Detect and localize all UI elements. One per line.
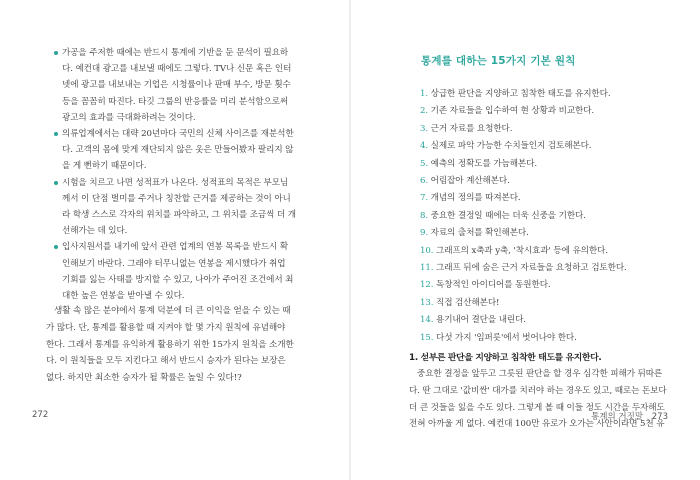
principle-item: [420, 103, 670, 120]
principle-text: 다섯 가지 '임퍼릇'에서 벗어나야 한다.: [436, 332, 577, 343]
principle-text: 자료의 출처를 확인해본다.: [430, 228, 529, 239]
left-body-paragraph: 생활 속 많은 분야에서 통계 덕분에 더 큰 이익을 얻을 수 있는 때가 많다. 단, 통계를 활용할 때 지켜야 할 몇 가지 원칙에 유념해야 한다. 그래서 통계를 유익하게 활용하기 위한 15가지 원칙을 소개한다. 이 원칙들을 모두 지킨다고 해서 반드시 승자가 된다는 보장은 없다. 하지만 최소한 승자가 될 확률은 높일 수 있다!?: [46, 306, 294, 384]
principle-item: [420, 173, 670, 190]
principle-item: [420, 190, 670, 207]
bullet-item: [46, 175, 296, 240]
principle-text: 실제로 파악 가능한 수치들인지 검토해본다.: [430, 141, 592, 152]
left-page-bullets: [46, 45, 296, 304]
subsection-heading: 1. 섣부른 판단을 지양하고 침착한 태도를 유지한다.: [409, 353, 602, 363]
principle-text: 어림잡아 계산해본다.: [430, 176, 510, 187]
bullet-dot-icon: [54, 245, 58, 249]
bullet-text: 의류업계에서는 대략 20년마다 국민의 신체 사이즈를 재분석한다. 고객의 몸에 맞게 재단되지 않은 옷은 만들어봤자 팔리지 않을 게 뻔하기 때문이다.: [62, 129, 294, 172]
principle-item: [420, 312, 670, 329]
principle-number: 7.: [420, 193, 428, 204]
bullet-dot-icon: [54, 181, 58, 185]
principle-text: 그래프의 x축과 y축, '착시효과' 등에 유의한다.: [436, 245, 608, 256]
page-gutter: [349, 0, 351, 480]
principle-item: [420, 277, 670, 294]
principle-number: 10.: [420, 245, 434, 256]
section-title: 통계를 대하는 15가지 기본 원칙: [421, 55, 576, 67]
principle-text: 독창적인 아이디어를 동원한다.: [436, 280, 551, 291]
bullet-text: 입사지원서를 내기에 앞서 관련 업계의 연봉 목록을 반드시 확인해보기 바란다. 그래야 터무니없는 연봉을 제시했다가 취업 기회를 잃는 사태를 방지할 수 있고, 나아가 주어진 조건에서 최대한 높은 연봉을 받아낼 수 있다.: [62, 242, 294, 302]
bullet-item: [46, 126, 296, 175]
principle-item: [420, 260, 670, 277]
bullet-dot-icon: [54, 51, 58, 55]
principle-text: 근거 자료를 요청한다.: [430, 123, 513, 134]
page-number-left: 272: [32, 410, 49, 420]
principle-item: [420, 225, 670, 242]
right-body-paragraph: 중요한 결정을 앞두고 그릇된 판단을 할 경우 심각한 피해가 뒤따른다. 딴 그대로 '값비싼' 대가를 치러야 하는 경우도 있고, 때로는 돈보다 더 큰 것들을 잃을 수도 있다. 그렇게 볼 때 이들 정도 시간을 두자해도 전혀 아까울 게 없다. 예컨대 100만 유로가 오가는 사안이라면 5천 유: [409, 369, 667, 430]
principle-number: 6.: [420, 176, 428, 187]
principle-text: 상급한 판단을 지양하고 침착한 태도를 유지한다.: [430, 89, 611, 99]
principle-text: 그래프 뒤에 숨은 근거 자료들을 요청하고 검토한다.: [436, 263, 627, 274]
principle-item: [420, 138, 670, 155]
principle-item: [420, 243, 670, 260]
bullet-dot-icon: [54, 132, 58, 136]
principle-number: 11.: [420, 263, 434, 274]
principle-item: [420, 208, 670, 225]
page-footer-right: [591, 410, 668, 422]
principle-item: [420, 156, 670, 173]
principle-number: 9.: [420, 228, 428, 239]
bullet-item: [46, 239, 296, 304]
principle-item: [420, 86, 670, 103]
bullet-item: [46, 45, 296, 126]
page-number-right: 273: [651, 412, 668, 422]
principle-number: 14.: [420, 315, 434, 326]
principle-number: 12.: [420, 280, 434, 291]
principle-item: [420, 295, 670, 312]
bullet-text: 시험을 치르고 나면 성적표가 나온다. 성적표의 목적은 부모님께서 이 단점 벌미를 주거나 칭찬할 근거를 제공하는 것이 아니라 학생 스스로 각자의 위치를 파악하고, 그 위치를 조금씩 더 개선해가는 데 있다.: [62, 177, 296, 237]
principle-text: 기존 자료들을 입수하여 현 상황과 비교한다.: [430, 106, 595, 117]
principle-number: 1.: [420, 89, 428, 99]
principle-text: 중요한 결정일 때에는 더욱 신중을 기한다.: [430, 210, 586, 221]
principle-number: 13.: [420, 297, 434, 308]
principles-list: [420, 86, 670, 347]
principle-number: 4.: [420, 141, 428, 152]
principle-text: 직접 검산해본다!: [436, 297, 500, 308]
principle-text: 개념의 정의를 따져본다.: [430, 193, 521, 204]
principle-number: 15.: [420, 332, 434, 343]
bullet-list: [46, 45, 296, 304]
bullet-text: 가공을 주저한 때에는 반드시 통계에 기반을 둔 문석이 필요하다. 예컨대 광고를 내보낼 때에도 그렇다. TV나 신문 혹은 인터넷에 광고를 내보내는 기업은 시청률이나 판매 부수, 방문 횟수 등을 꼼꼼히 따진다. 타깃 그룹의 반응률을 미리 분석함으로써 광고의 효과를 극대화하려는 것이다.: [62, 48, 292, 123]
principle-number: 8.: [420, 210, 428, 221]
principle-number: 5.: [420, 158, 428, 169]
principle-item: [420, 330, 670, 347]
principle-text: 예측의 정확도를 가늠해본다.: [430, 158, 537, 169]
running-title: 통계의 거짓말: [591, 412, 644, 422]
principle-text: 용기내어 결단을 내린다.: [436, 315, 526, 326]
principle-item: [420, 121, 670, 138]
principle-number: 2.: [420, 106, 428, 117]
principle-number: 3.: [420, 123, 428, 134]
